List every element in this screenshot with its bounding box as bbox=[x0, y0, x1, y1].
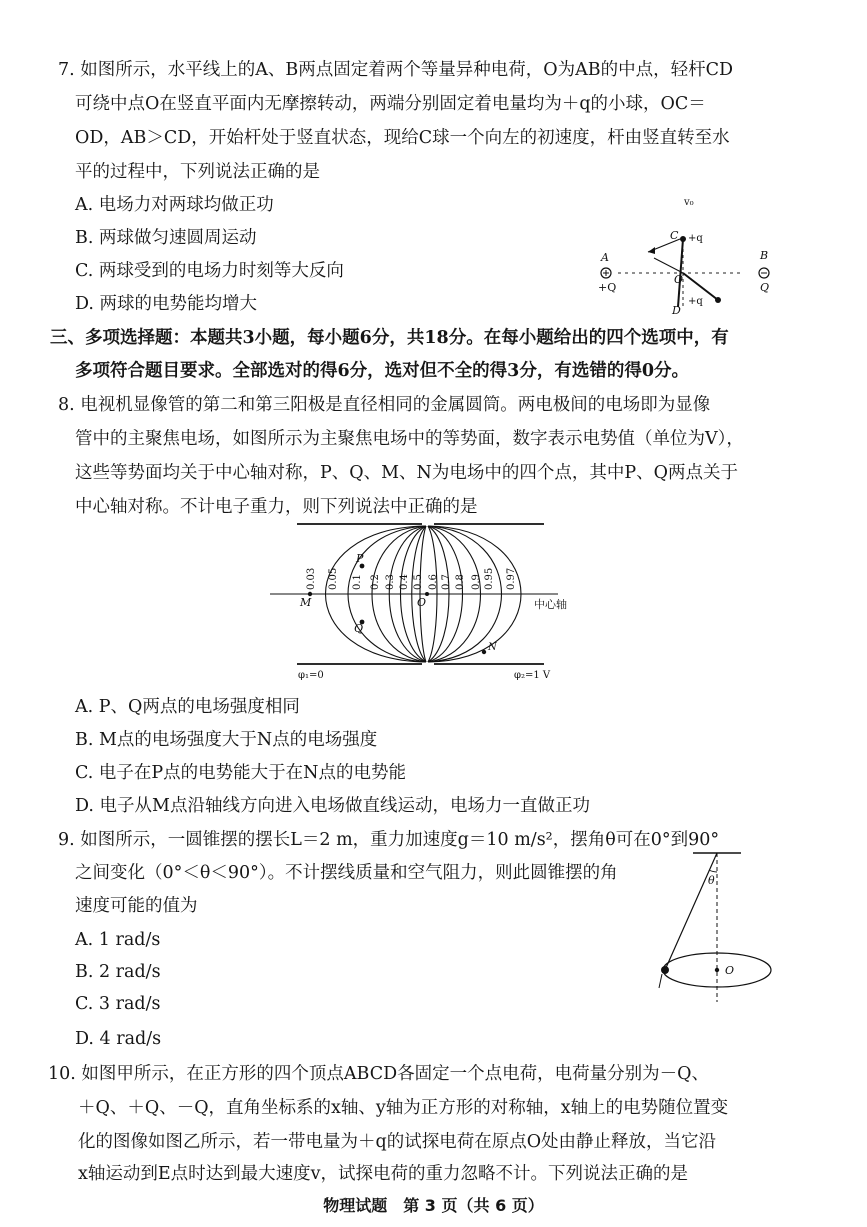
q7-stem-line-1: 7. 如图所示，水平线上的A、B两点固定着两个等量异种电荷，O为AB的中点，轻杆CD bbox=[58, 60, 734, 80]
q8-value-6: 0.5 bbox=[413, 574, 424, 590]
q8-value-10: 0.9 bbox=[471, 574, 482, 590]
q8-option-b: B. M点的电场强度大于N点的电场强度 bbox=[75, 730, 378, 750]
q8-fig-o: O bbox=[417, 596, 427, 609]
q7-fig-plus-q-bottom: +q bbox=[688, 296, 703, 307]
q9-option-d: D. 4 rad/s bbox=[75, 1029, 162, 1049]
q7-fig-o: O bbox=[674, 273, 684, 286]
q8-value-9: 0.8 bbox=[455, 574, 466, 590]
q9-option-b: B. 2 rad/s bbox=[75, 962, 161, 982]
q7-option-b: B. 两球做匀速圆周运动 bbox=[75, 228, 257, 248]
q8-fig-q: Q bbox=[354, 622, 364, 635]
q8-figure bbox=[262, 518, 592, 688]
q8-value-8: 0.7 bbox=[441, 574, 452, 590]
q8-stem-line-3: 这些等势面均关于中心轴对称，P、Q、M、N为电场中的四个点，其中P、Q两点关于 bbox=[75, 463, 738, 483]
q8-value-5: 0.4 bbox=[399, 574, 410, 590]
page-footer: 物理试题 第 3 页（共 6 页） bbox=[323, 1196, 544, 1215]
q8-phi2: φ₂=1 V bbox=[514, 670, 551, 681]
q9-fig-o: O bbox=[725, 964, 735, 977]
q7-option-d: D. 两球的电势能均增大 bbox=[75, 294, 258, 314]
q8-option-a: A. P、Q两点的电场强度相同 bbox=[75, 697, 300, 717]
q7-fig-c: C bbox=[670, 229, 679, 242]
q7-fig-d: D bbox=[672, 304, 681, 317]
q7-fig-v0: v₀ bbox=[684, 197, 694, 208]
q7-stem-line-2: 可绕中点O在竖直平面内无摩擦转动，两端分别固定着电量均为＋q的小球，OC＝ bbox=[75, 94, 706, 114]
q7-fig-a: A bbox=[601, 251, 609, 264]
q8-fig-m: M bbox=[300, 596, 312, 609]
q8-fig-p: P bbox=[356, 552, 364, 565]
q9-stem-line-3: 速度可能的值为 bbox=[75, 896, 198, 916]
q10-stem-line-4: x轴运动到E点时达到最大速度v，试探电荷的重力忽略不计。下列说法正确的是 bbox=[78, 1164, 689, 1184]
q7-stem-line-3: OD，AB＞CD，开始杆处于竖直状态，现给C球一个向左的初速度，杆由竖直转至水 bbox=[75, 128, 730, 148]
q8-fig-n: N bbox=[488, 642, 497, 653]
q8-value-1: 0.05 bbox=[328, 567, 339, 590]
q7-fig-minus-Q: Q bbox=[760, 281, 770, 294]
q9-fig-theta: θ bbox=[708, 874, 715, 887]
q8-stem-line-2: 管中的主聚焦电场，如图所示为主聚焦电场中的等势面，数字表示电势值（单位为V）， bbox=[75, 429, 744, 449]
q7-fig-plus-Q: +Q bbox=[598, 281, 617, 294]
q9-option-a: A. 1 rad/s bbox=[75, 930, 161, 950]
q8-option-d: D. 电子从M点沿轴线方向进入电场做直线运动，电场力一直做正功 bbox=[75, 796, 590, 816]
q7-fig-plus-q-top: +q bbox=[688, 233, 703, 244]
q8-value-11: 0.95 bbox=[484, 567, 495, 590]
q7-option-a: A. 电场力对两球均做正功 bbox=[75, 195, 274, 215]
section3-heading-line-2: 多项符合题目要求。全部选对的得6分，选对但不全的得3分，有选错的得0分。 bbox=[75, 361, 690, 381]
q8-axis-label: 中心轴 bbox=[534, 598, 567, 611]
q7-fig-b: B bbox=[760, 249, 769, 262]
section3-heading-line-1: 三、多项选择题：本题共3小题，每小题6分，共18分。在每小题给出的四个选项中，有 bbox=[50, 328, 729, 348]
q7-option-c: C. 两球受到的电场力时刻等大反向 bbox=[75, 261, 344, 281]
q8-stem-line-1: 8. 电视机显像管的第二和第三阳极是直径相同的金属圆筒。两电极间的电场即为显像 bbox=[58, 395, 711, 415]
q9-figure bbox=[645, 848, 790, 1008]
q10-stem-line-1: 10. 如图甲所示，在正方形的四个顶点ABCD各固定一个点电荷，电荷量分别为－Q、 bbox=[48, 1064, 709, 1084]
q8-value-2: 0.1 bbox=[352, 574, 363, 590]
q9-stem-line-1: 9. 如图所示，一圆锥摆的摆长L＝2 m，重力加速度g＝10 m/s²，摆角θ可在0°到90° bbox=[58, 830, 720, 850]
q8-phi1: φ₁=0 bbox=[298, 670, 324, 681]
q8-value-0: 0.03 bbox=[306, 567, 317, 590]
q8-value-7: 0.6 bbox=[428, 574, 439, 590]
q8-value-3: 0.2 bbox=[370, 574, 381, 590]
q8-option-c: C. 电子在P点的电势能大于在N点的电势能 bbox=[75, 763, 406, 783]
q9-option-c: C. 3 rad/s bbox=[75, 994, 161, 1014]
q8-value-4: 0.3 bbox=[385, 574, 396, 590]
q8-stem-line-4: 中心轴对称。不计电子重力，则下列说法中正确的是 bbox=[75, 497, 478, 517]
q8-value-12: 0.97 bbox=[506, 567, 517, 590]
q7-stem-line-4: 平的过程中，下列说法正确的是 bbox=[75, 162, 320, 182]
q7-figure bbox=[588, 195, 788, 320]
q10-stem-line-3: 化的图像如图乙所示，若一带电量为＋q的试探电荷在原点O处由静止释放，当它沿 bbox=[78, 1132, 717, 1152]
q9-stem-line-2: 之间变化（0°＜θ＜90°）。不计摆线质量和空气阻力，则此圆锥摆的角 bbox=[75, 863, 618, 883]
q10-stem-line-2: ＋Q、＋Q、－Q，直角坐标系的x轴、y轴为正方形的对称轴，x轴上的电势随位置变 bbox=[78, 1098, 729, 1118]
